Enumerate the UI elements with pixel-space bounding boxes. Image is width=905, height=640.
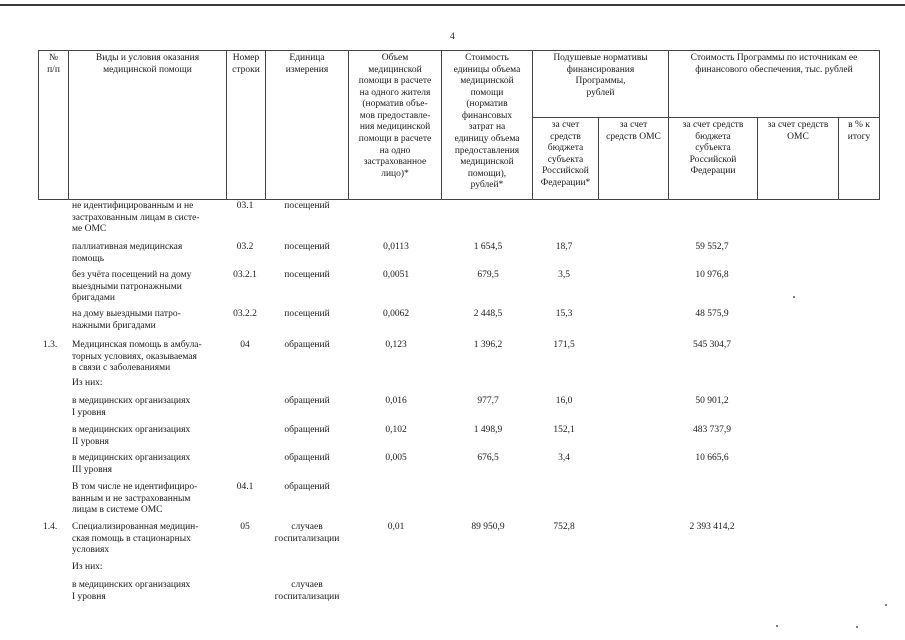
header-text: на одного жителя [359,87,431,98]
header-text: субъекта [547,154,584,165]
header-text: рублей* [470,180,504,191]
unit-line: посещений [284,201,330,211]
header-program-percent [839,120,879,143]
table-row [0,425,905,451]
header-top-rule [38,50,880,51]
header-text: Стоимость Программы по источникам ее [690,53,858,63]
row-code: 04.1 [236,482,254,492]
table-row [0,396,905,422]
description-text: в медицинских организациях [72,580,191,590]
header-text: предоставления [454,145,520,156]
header-text: № [48,53,59,63]
header-text: единицу объема [454,134,520,145]
row-volume: 0,102 [385,425,407,435]
header-text: бюджета [695,131,731,142]
table-row [0,201,905,239]
row-per-capita-budget: 752,8 [553,522,575,532]
description-line: без учёта посещений на дому [72,270,192,280]
header-text: на одно [379,145,411,156]
unit-line: обращений [284,482,330,492]
description-line: Медицинская помощь в амбула- [72,340,202,350]
row-description [72,242,222,265]
row-description [72,378,222,390]
header-row-number [227,53,265,76]
header-text: застрахованное [363,157,427,168]
page-number: 4 [450,32,455,42]
row-unit [266,242,348,254]
description-text: в медицинских организациях [72,396,191,406]
row-number: 1.4. [43,522,58,532]
unit-line: обращений [284,340,330,350]
row-unit [266,425,348,437]
description-line: В том числе не идентифициро- [72,482,198,492]
header-text: ния медицинской [359,122,431,133]
header-text: мов предоставле- [359,110,431,121]
row-unit [266,580,348,603]
description-line: I уровня [72,591,106,602]
row-description [72,201,222,236]
header-text: измерения [285,64,329,75]
header-text: Федерации [690,166,736,177]
row-description [72,453,222,476]
header-text: медицинской помощи [103,64,192,75]
description-line: III уровня [72,464,113,475]
row-cost: 2 448,5 [473,309,503,319]
header-text: лицо)* [381,168,409,179]
unit-line: обращений [284,425,330,435]
row-description [72,396,222,419]
header-text: в % к [848,120,870,130]
header-text: помощи [470,87,504,98]
description-line [72,580,222,592]
header-text: за счет [619,120,648,130]
row-unit [266,340,348,352]
description-line: бригадами [72,293,115,304]
scan-speck [776,625,778,627]
header-per-capita-budget [533,120,598,189]
description-line [72,242,222,254]
row-unit [266,270,348,282]
header-text: рублей [586,87,615,98]
row-code: 04 [240,340,250,350]
row-code: 05 [240,522,250,532]
row-program-budget: 483 737,9 [693,425,731,435]
row-description [72,562,222,574]
description-line: I уровня [72,407,106,418]
description-text: паллиативная медицинская [72,242,183,252]
header-text: помощи в расчете [358,76,432,87]
header-num [39,53,68,76]
unit-line: обращений [284,396,330,406]
row-volume: 0,005 [385,453,407,463]
table-row [0,482,905,520]
row-cost: 1 498,9 [473,425,503,435]
row-description [72,522,222,557]
header-text: (норматив [466,99,508,110]
row-program-budget: 2 393 414,2 [689,522,735,532]
header-text: Российской [542,166,589,177]
header-types [69,53,226,76]
row-cost: 977,7 [477,396,499,406]
scan-top-border [0,4,905,6]
row-description [72,425,222,448]
header-text: бюджета [547,143,584,154]
row-description [72,340,222,375]
row-per-capita-budget: 15,3 [555,309,573,319]
row-unit [266,482,348,494]
header-program-oms [758,120,838,143]
header-text: Подушевые нормативы [553,53,648,63]
header-sub-rule [532,117,880,118]
row-unit [266,522,348,545]
description-text: в медицинских организациях [72,425,191,435]
header-unit [266,53,348,76]
row-volume: 0,0113 [383,242,409,252]
scan-speck [793,296,795,298]
header-col-line [879,50,880,200]
description-text: не идентифицированным и не [72,201,194,211]
row-cost: 1 396,2 [473,340,503,350]
header-text: Виды и условия оказания [95,53,200,63]
row-unit [266,201,348,213]
row-description [72,270,222,305]
row-volume: 0,0051 [382,270,410,280]
header-text: Программы, [575,76,626,87]
table-row [0,580,905,606]
header-text: финансирования [566,64,635,75]
row-cost: 1 654,5 [473,242,503,252]
header-text: Российской [689,154,737,165]
row-cost: 89 950,9 [471,522,505,532]
header-text: единицы объема [453,64,521,75]
row-volume: 0,0062 [382,309,410,319]
description-line [72,201,222,213]
description-line: лицам в системе ОМС [72,505,163,516]
description-line: ская помощь в стационарных [72,533,191,544]
description-text: в медицинских организациях [72,453,191,463]
row-per-capita-budget: 171,5 [553,340,575,350]
description-line: Из них: [72,562,103,572]
table-row [0,309,905,335]
row-cost: 676,5 [477,453,499,463]
header-cost [442,53,532,192]
header-text: Номер [232,53,260,63]
row-volume: 0,123 [385,340,407,350]
header-text: медицинской [460,76,514,87]
row-program-budget: 545 304,7 [693,340,731,350]
header-text: за счет [551,120,580,130]
unit-line: случаев [291,522,323,532]
description-line [72,453,222,465]
row-unit [266,396,348,408]
header-text: Стоимость [465,53,509,63]
table-row [0,562,905,576]
description-text: застрахованным лицам в систе- [72,212,200,223]
table-row [0,522,905,560]
header-text: п/п [47,64,60,75]
header-volume [349,53,441,180]
header-text: строки [232,64,260,75]
header-program-cost [669,53,879,76]
table-row [0,270,905,306]
unit-line: посещений [284,242,330,252]
header-text: итогу [847,131,871,142]
row-cost: 679,5 [477,270,499,280]
header-text: средств ОМС [606,131,661,142]
description-line [72,213,222,225]
row-code: 03.2.1 [233,270,257,280]
row-program-budget: 50 901,2 [695,396,729,406]
header-text: Федерации* [540,177,591,188]
scan-speck [885,604,887,606]
row-code: 03.2.2 [233,309,257,319]
header-bottom-rule [38,199,880,200]
unit-line: посещений [284,270,330,280]
description-text: на дому выездными патро- [72,309,181,319]
header-text: затрат на [468,122,506,133]
table-row [0,242,905,268]
table-row [0,378,905,392]
header-text: медицинской [460,157,514,168]
row-program-budget: 10 665,6 [695,453,729,463]
unit-line: посещений [284,309,330,319]
row-description [72,580,222,603]
description-line: помощь [72,253,105,264]
unit-line: случаев [291,580,323,590]
row-unit [266,453,348,465]
header-text: помощи), [467,168,507,179]
description-text: выездными патронажными [72,281,182,292]
header-text: за счет средств [767,120,829,130]
row-description [72,309,222,332]
header-text: Единица [289,53,325,63]
description-line: II уровня [72,436,109,447]
description-line [72,282,222,294]
description-line [72,396,222,408]
scan-speck [856,626,858,628]
description-line: ме ОМС [72,224,107,235]
row-volume: 0,016 [385,396,407,406]
header-text: Объем [381,53,409,63]
header-text: средств [550,131,581,142]
description-line: Из них: [72,378,103,388]
header-text: финансового обеспечения, тыс. рублей [695,64,853,75]
description-line: условиях [72,545,110,556]
row-per-capita-budget: 152,1 [553,425,575,435]
header-text: медицинской [368,64,422,75]
table-row [0,453,905,479]
header-text: субъекта [695,143,731,154]
unit-line: госпитализации [274,533,340,544]
header-per-capita [533,53,668,99]
row-description [72,482,222,517]
row-program-budget: 48 575,9 [695,309,729,319]
row-per-capita-budget: 16,0 [555,396,573,406]
description-line [72,425,222,437]
row-per-capita-budget: 18,7 [555,242,573,252]
unit-line: обращений [284,453,330,463]
header-text: ОМС [787,131,809,142]
header-text: за счет средств [682,120,744,130]
unit-line: госпитализации [274,591,340,602]
row-program-budget: 10 976,8 [695,270,729,280]
row-code: 03.2 [236,242,254,252]
row-per-capita-budget: 3,4 [558,453,570,463]
row-number: 1.3. [43,340,58,350]
row-per-capita-budget: 3,5 [558,270,570,280]
description-line: ванным и не застрахованным [72,493,191,504]
description-line: Специализированная медицин- [72,522,199,532]
table-row [0,340,905,378]
row-program-budget: 59 552,7 [695,242,729,252]
header-text: финансовых [461,110,513,121]
description-line: в связи с заболеваниями [72,363,171,374]
description-line [72,309,222,321]
header-per-capita-oms [599,120,668,143]
header-program-budget [669,120,757,178]
description-line: торных условиях, оказываемая [72,351,197,362]
row-unit [266,309,348,321]
header-text: (норматив объе- [362,99,428,110]
row-code: 03.1 [236,201,254,211]
header-text: помощи в расчете [358,134,432,145]
description-line: нажными бригадами [72,320,156,331]
row-volume: 0,01 [387,522,405,532]
